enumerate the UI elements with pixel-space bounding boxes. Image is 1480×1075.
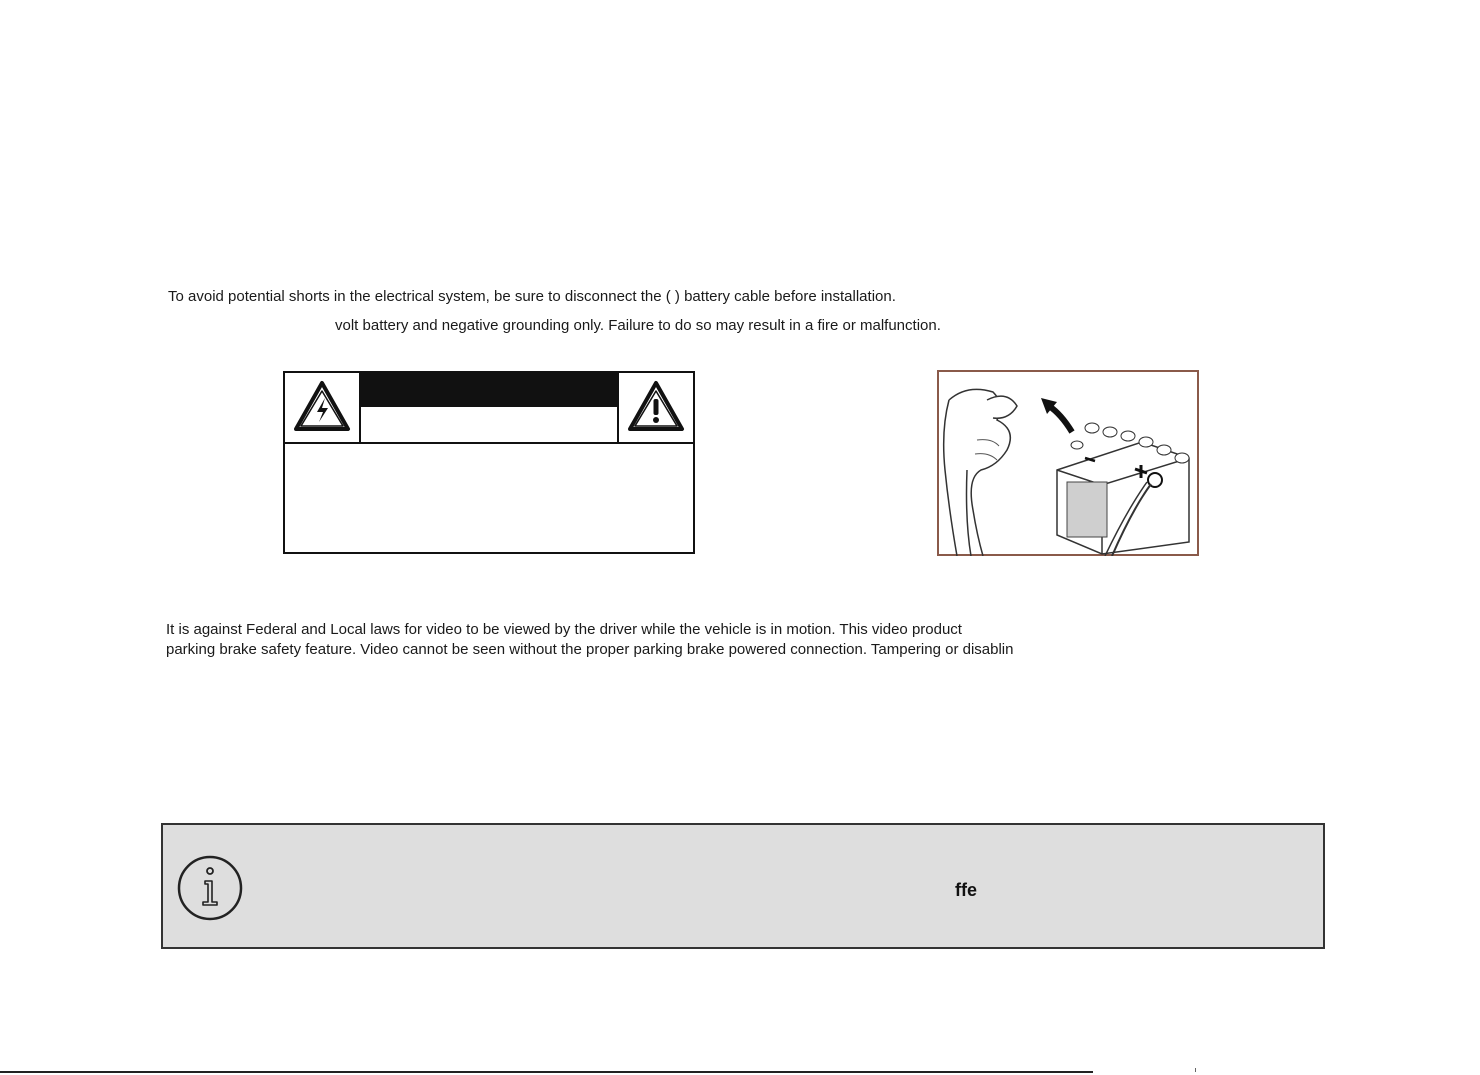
- caution-header-bar: [361, 373, 619, 407]
- caution-right-cell: [617, 373, 693, 442]
- high-voltage-warning-icon: [292, 379, 352, 435]
- note-text: ffe: [955, 880, 977, 900]
- battery-disconnect-illustration: [937, 370, 1199, 556]
- footer-divider: [0, 1071, 1093, 1073]
- legal-notice-line-2: parking brake safety feature. Video cannot be seen without the proper parking brake powered connection. Tampering or disablin: [166, 641, 1014, 658]
- info-icon: [177, 855, 243, 921]
- caution-label-header-row: [285, 373, 693, 444]
- battery-disconnect-warning: To avoid potential shorts in the electrical system, be sure to disconnect the ( ) battery cable before installation.: [168, 288, 896, 305]
- caution-left-cell: [285, 373, 361, 442]
- exclamation-warning-icon: [626, 379, 686, 435]
- voltage-grounding-warning: volt battery and negative grounding only. Failure to do so may result in a fire or malfunction.: [335, 317, 941, 334]
- note-box: [161, 823, 1325, 949]
- footer-mark: [1195, 1068, 1196, 1072]
- legal-notice-line-1: It is against Federal and Local laws for video to be viewed by the driver while the vehicle is in motion. This video product: [166, 621, 962, 638]
- caution-label: [283, 371, 695, 554]
